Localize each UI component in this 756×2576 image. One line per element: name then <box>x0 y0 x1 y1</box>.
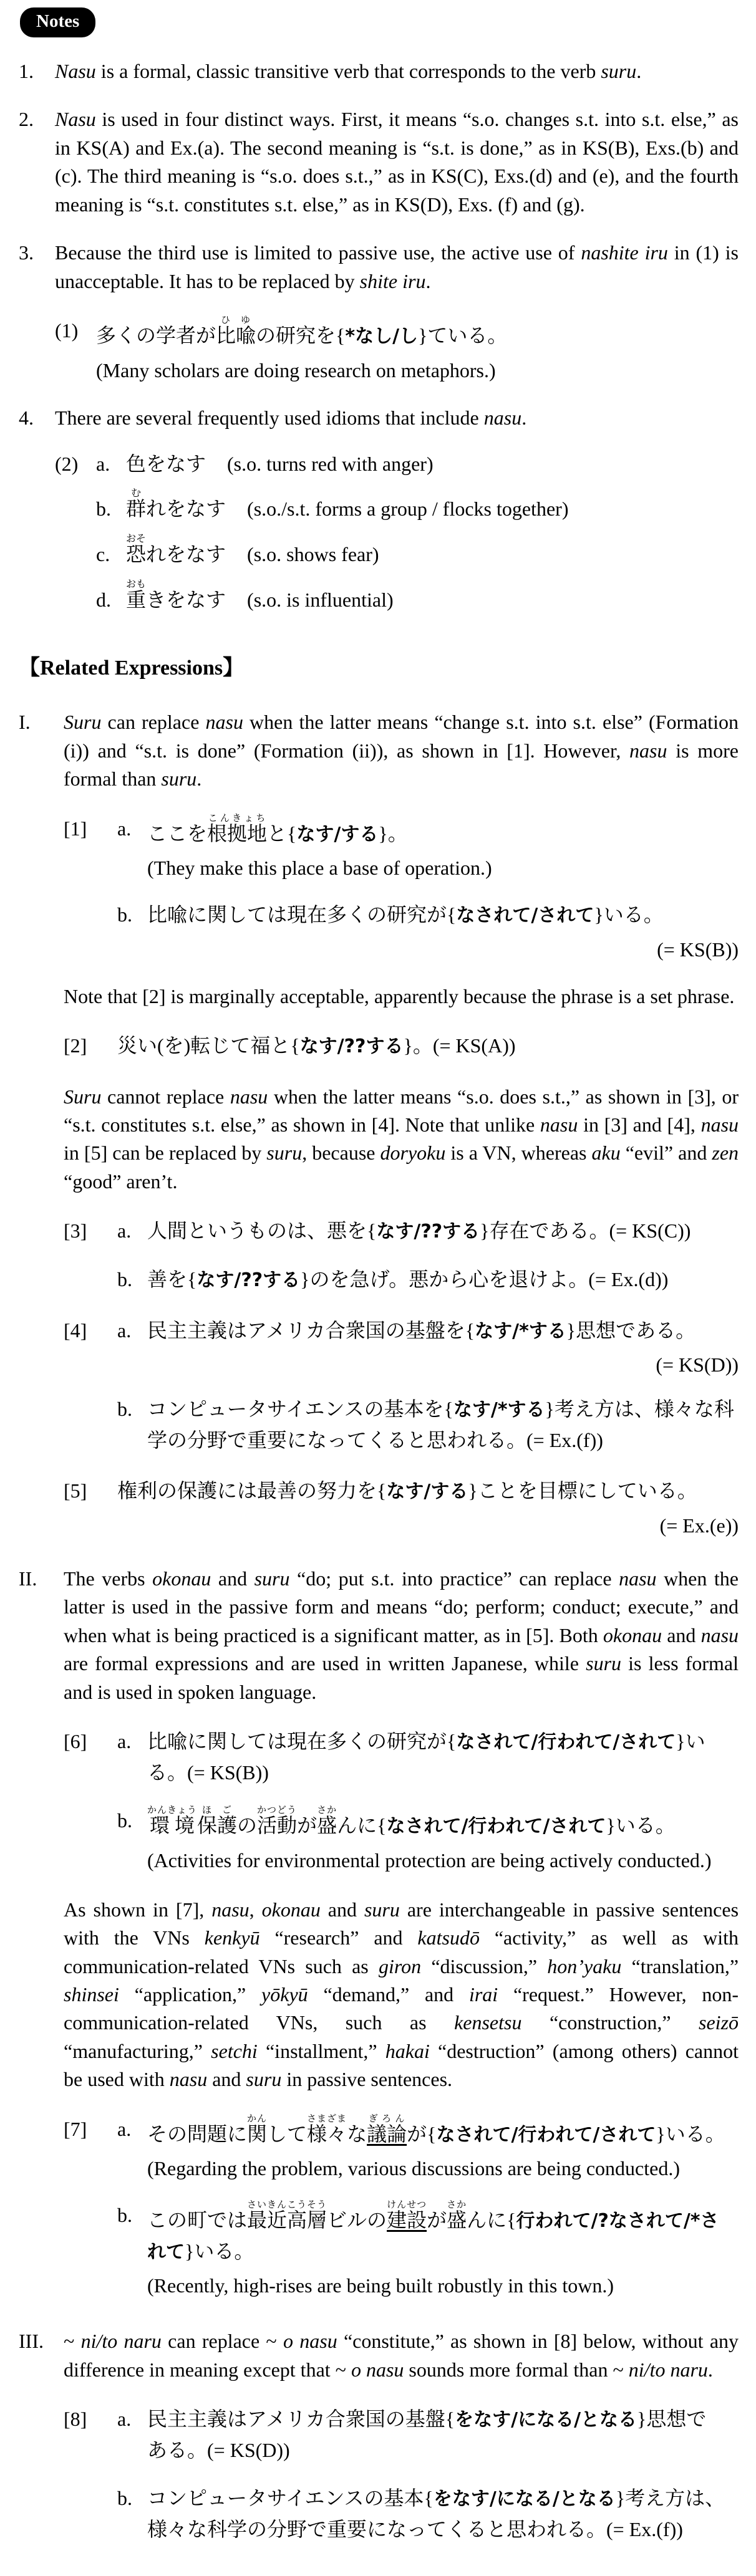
japanese-sentence: この町では最近さいきん高層こうそうビルの建設けんせつが盛さかんに{行われて/?なされて/*さ <box>147 2200 719 2232</box>
section-I-body <box>64 708 739 1537</box>
japanese-sentence: コンピュータサイエンスの基本{をなす/になる/となる}考え方は、 <box>147 2487 725 2511</box>
example-8b-content <box>147 2483 739 2545</box>
english-gloss: (Activities for environmental protection are being actively conducted.) <box>147 1848 712 1872</box>
note-4 <box>19 404 739 615</box>
example-6a <box>117 1726 739 1788</box>
example-1b-content <box>147 900 739 961</box>
example-7a-letter: a. <box>117 2117 132 2140</box>
idiom-d-letter: d. <box>96 588 111 611</box>
example-block-2 <box>64 1031 739 1062</box>
section-I-paragraph-2: Note that [2] is marginally acceptable, apparently because the phrase is a set phrase. <box>64 984 735 1007</box>
note-2-body <box>55 105 739 219</box>
example-6b-content <box>147 1805 739 1874</box>
english-gloss: (s.o. turns red with anger) <box>227 452 434 475</box>
example-block-4-content <box>117 1315 739 1456</box>
example-block-5-label: [5] <box>64 1479 87 1502</box>
example-block-2-content <box>117 1031 739 1062</box>
example-4b-content <box>147 1394 739 1456</box>
example-4a <box>117 1315 739 1377</box>
japanese-sentence: 学の分野で重要になってくると思われる。(= Ex.(f)) <box>147 1428 603 1451</box>
example-7a <box>117 2114 739 2183</box>
example-block-6 <box>64 1726 739 1875</box>
section-I-paragraph-3: Suru cannot replace nasu when the latter means “s.o. does s.t.,” as shown in [3], or “s.t. constitutes s.t. else,” as shown in [4]. Note that unlike nasu in [3] and [4], nasu in [5] can be replaced by suru, because doryoku is a VN, whereas aku “evil” and zen “good” aren’t. <box>64 1085 739 1193</box>
example-3b-letter: b. <box>117 1267 132 1290</box>
example-1a-letter: a. <box>117 817 132 840</box>
note-3-number: 3. <box>19 241 34 264</box>
japanese-sentence: る。(= KS(B)) <box>147 1761 269 1784</box>
example-3a-content <box>147 1216 739 1247</box>
japanese-idiom: 恐おそれをなす <box>126 534 226 566</box>
idiom-a <box>55 449 739 480</box>
example-7b <box>117 2200 739 2300</box>
example-block-1-label: [1] <box>64 817 87 840</box>
note-2-text: Nasu is used in four distinct ways. First, it means “s.o. changes s.t. into s.t. else,” as in KS(A) and Ex.(a). The second meaning is “s.t. is done,” as in KS(B), Exs.(b) and (c). The third meaning is “s.o. does s.t.,” as in KS(C), Exs.(d) and (e), and the fourth meaning is “s.t. constitutes s.t. else,” as in KS(D), Exs. (f) and (g). <box>55 108 739 216</box>
example-3a <box>117 1216 739 1247</box>
example-4b-letter: b. <box>117 1398 132 1421</box>
note-2-number: 2. <box>19 108 34 131</box>
example-block-7-label: [7] <box>64 2117 87 2140</box>
idiom-c-letter: c. <box>96 543 110 566</box>
section-III-numeral: III. <box>19 2330 44 2353</box>
section-I <box>19 708 739 1537</box>
japanese-sentence: 民主主義はアメリカ合衆国の基盤を{なす/*する}思想である。 <box>147 1319 696 1342</box>
japanese-sentence: 多くの学者が比喩ひゆの研究を{*なし/し}ている。 <box>96 315 508 348</box>
example-block-3-label: [3] <box>64 1219 87 1242</box>
example-8b <box>117 2483 739 2545</box>
example-4a-content <box>147 1315 739 1377</box>
note-1-body <box>55 57 739 85</box>
example-7b-content <box>147 2200 739 2300</box>
example-1b-letter: b. <box>117 903 132 926</box>
section-III-paragraph-1: ~ ni/to naru can replace ~ o nasu “constitute,” as shown in [8] below, without any difference in meaning except that ~ o nasu sounds more formal than ~ ni/to naru. <box>64 2330 739 2381</box>
japanese-sentence: 民主主義はアメリカ合衆国の基盤{をなす/になる/となる}思想で <box>147 2407 707 2431</box>
japanese-sentence: その問題に関かんして様々さまざまな議論ぎろんが{なされて/行われて/されて}いる。 <box>147 2113 725 2146</box>
example-block-7-content <box>117 2114 739 2300</box>
idiom-list-label: (2) <box>55 452 79 475</box>
example-1-label: (1) <box>55 319 79 342</box>
japanese-sentence: ここを根拠地こんきょちと{なす/する}。 <box>147 813 408 845</box>
example-8a-letter: a. <box>117 2407 132 2430</box>
japanese-idiom: 重おもきをなす <box>126 579 226 611</box>
example-block-4 <box>64 1315 739 1456</box>
reference-tag: (= KS(B)) <box>657 938 739 961</box>
section-I-numeral: I. <box>19 711 31 734</box>
example-1-content <box>96 315 739 384</box>
section-II-paragraph-1: The verbs okonau and suru “do; put s.t. into practice” can replace nasu when the latter is used in the passive form and means “do; perform; conduct; execute,” and when what is being practiced is a significant matter, as in [5]. Both okonau and nasu are formal expressions and are used in written Japanese, while suru is less formal and is used in spoken language. <box>64 1567 739 1703</box>
english-gloss: (s.o. shows fear) <box>247 543 379 566</box>
japanese-sentence: ある。(= KS(D)) <box>147 2438 290 2461</box>
related-expressions-heading: 【Related Expressions】 <box>19 656 245 680</box>
example-block-8-content <box>117 2404 739 2545</box>
idiom-c <box>96 534 739 570</box>
note-3 <box>19 239 739 384</box>
example-8a <box>117 2404 739 2466</box>
example-block-8-label: [8] <box>64 2407 87 2430</box>
note-4-body <box>55 404 739 615</box>
example-8a-content <box>147 2404 739 2466</box>
idiom-b-letter: b. <box>96 497 111 521</box>
japanese-idiom: 色をなす <box>126 452 206 475</box>
japanese-sentence: れて}いる。 <box>147 2239 254 2263</box>
example-7b-letter: b. <box>117 2204 132 2227</box>
note-3-body <box>55 239 739 384</box>
section-II-body <box>64 1565 739 2300</box>
example-6b <box>117 1805 739 1874</box>
example-3b-content <box>147 1264 739 1295</box>
example-block-2-label: [2] <box>64 1034 87 1057</box>
example-3a-letter: a. <box>117 1219 132 1242</box>
idiom-b <box>96 488 739 525</box>
section-III-body <box>64 2327 739 2545</box>
idiom-a-letter: a. <box>96 452 110 475</box>
section-II <box>19 1565 739 2300</box>
example-7a-content <box>147 2114 739 2183</box>
example-4a-letter: a. <box>117 1319 132 1342</box>
section-I-paragraph-1: Suru can replace nasu when the latter means “change s.t. into s.t. else” (Formation (i)) and “s.t. is done” (Formation (ii)), as shown in [1]. However, nasu is more formal than suru. <box>64 711 739 791</box>
japanese-sentence: 善を{なす/??する}のを急げ。悪から心を退けよ。(= Ex.(d)) <box>147 1267 669 1291</box>
japanese-sentence: 様々な科学の分野で重要になってくると思われる。(= Ex.(f)) <box>147 2517 683 2540</box>
notes-badge: Notes <box>20 7 95 37</box>
japanese-sentence: コンピュータサイエンスの基本を{なす/*する}考え方は、様々な科 <box>147 1398 734 1421</box>
section-III <box>19 2327 739 2545</box>
example-4b <box>117 1394 739 1456</box>
reference-tag: (= Ex.(e)) <box>659 1514 739 1537</box>
english-gloss: (Regarding the problem, various discussions are being conducted.) <box>147 2157 680 2180</box>
example-block-7 <box>64 2114 739 2300</box>
japanese-sentence: 権利の保護には最善の努力を{なす/する}ことを目標にしている。 <box>117 1479 697 1503</box>
example-block-1-content <box>117 814 739 961</box>
example-block-6-content <box>117 1726 739 1875</box>
japanese-sentence: 人間というものは、悪を{なす/??する}存在である。(= KS(C)) <box>147 1219 691 1243</box>
english-gloss: (Many scholars are doing research on metaphors.) <box>96 358 496 382</box>
note-1-number: 1. <box>19 60 34 82</box>
english-gloss: (s.o. is influential) <box>247 588 394 611</box>
note-3-text: Because the third use is limited to passive use, the active use of nashite iru in (1) is unacceptable. It has to be replaced by shite iru. <box>55 241 739 292</box>
example-block-5 <box>64 1476 739 1537</box>
japanese-sentence: 比喩に関しては現在多くの研究が{なされて/されて}いる。 <box>147 903 664 926</box>
japanese-sentence: 環境かんきょう保護ほごの活動かつどうが盛さかんに{なされて/行われて/されて}いる。 <box>147 1805 676 1838</box>
japanese-sentence: 災い(を)転じて福と{なす/??する}。(= KS(A)) <box>117 1034 516 1057</box>
example-1a <box>117 814 739 882</box>
example-block-4-label: [4] <box>64 1319 87 1342</box>
reference-tag: (= KS(D)) <box>656 1353 739 1377</box>
example-3b <box>117 1264 739 1295</box>
example-1a-content <box>147 814 739 882</box>
idiom-d <box>96 579 739 616</box>
example-6a-letter: a. <box>117 1730 132 1753</box>
example-block-6-label: [6] <box>64 1730 87 1753</box>
example-8b-letter: b. <box>117 2487 132 2510</box>
example-block-3 <box>64 1216 739 1295</box>
example-block-3-content <box>117 1216 739 1295</box>
example-block-8 <box>64 2404 739 2545</box>
note-2 <box>19 105 739 219</box>
note-4-text: There are several frequently used idioms that include nasu. <box>55 406 527 430</box>
japanese-idiom: 群むれをなす <box>126 488 226 521</box>
example-block-5-content <box>117 1476 739 1537</box>
note-1-text: Nasu is a formal, classic transitive verb that corresponds to the verb suru. <box>55 60 642 82</box>
example-6a-content <box>147 1726 739 1788</box>
section-II-paragraph-2: As shown in [7], nasu, okonau and suru are interchangeable in passive sentences with the VNs kenkyū “research” and katsudō “activity,” as well as with communication-related VNs such as giron “discussion,” hon’yaku “translation,” shinsei “application,” yōkyū “demand,” and irai “request.” However, non-communication-related VNs, such as kensetsu “construction,” seizō “manufacturing,” setchi “installment,” hakai “destruction” (among others) cannot be used with nasu and suru in passive sentences. <box>64 1898 739 2091</box>
english-gloss: (Recently, high-rises are being built robustly in this town.) <box>147 2274 614 2297</box>
example-6b-letter: b. <box>117 1809 132 1832</box>
english-gloss: (They make this place a base of operation.) <box>147 857 492 880</box>
note-4-number: 4. <box>19 406 34 430</box>
example-1b <box>117 900 739 961</box>
example-block-1 <box>64 814 739 961</box>
japanese-sentence: 比喩に関しては現在多くの研究が{なされて/行われて/されて}い <box>147 1730 705 1754</box>
example-1-block <box>55 315 739 384</box>
section-II-numeral: II. <box>19 1567 37 1590</box>
idiom-list <box>55 449 739 615</box>
note-1 <box>19 57 739 85</box>
english-gloss: (s.o./s.t. forms a group / flocks together) <box>247 497 569 521</box>
